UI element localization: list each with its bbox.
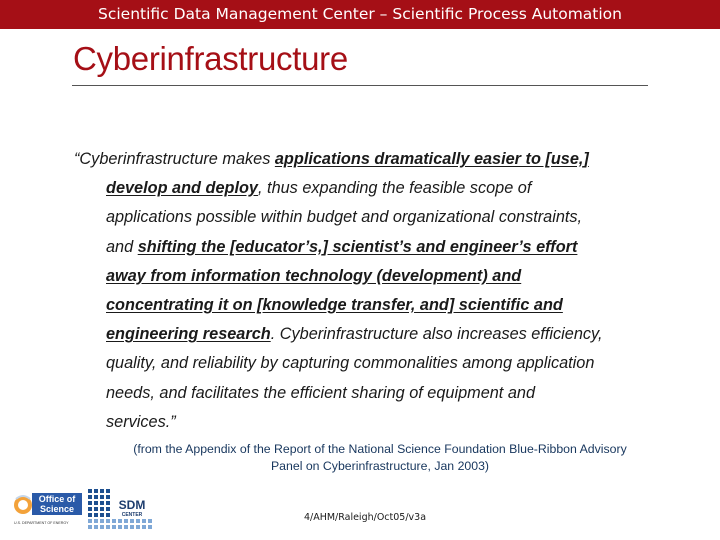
logo-text-line-2: Science xyxy=(39,504,75,514)
logo-text-line-3: U.S. DEPARTMENT OF ENERGY xyxy=(14,521,69,525)
sdm-center-logo xyxy=(88,489,154,531)
sdm-logo-subtext: CENTER xyxy=(121,512,143,518)
logo-text-line-1: Office of xyxy=(38,494,76,504)
header-bar xyxy=(0,0,720,29)
office-of-science-logo xyxy=(12,491,84,527)
quote-line-3: applications possible within budget and organizational constraints, xyxy=(106,208,583,227)
quote-emphasis: engineering research xyxy=(106,325,271,344)
quote-line-10: services.” xyxy=(106,412,176,431)
quote-text: . Cyberinfrastructure also increases efficiency, xyxy=(270,325,603,344)
slide-id: 4/AHM/Raleigh/Oct05/v3a xyxy=(303,512,427,523)
quote-line-2 xyxy=(74,174,684,203)
sdm-logo-text: SDM xyxy=(118,498,146,512)
citation xyxy=(90,441,670,475)
citation-line-1: (from the Appendix of the Report of the National Science Foundation Blue-Ribbon Advisory xyxy=(133,442,627,456)
citation-line-2: Panel on Cyberinfrastructure, Jan 2003) xyxy=(270,459,490,473)
quote-emphasis: shifting the [educator’s,] scientist’s and engineer’s effort xyxy=(137,237,578,256)
quote-line-9: needs, and facilitates the efficient sharing of equipment and xyxy=(106,383,536,402)
quote-block xyxy=(74,145,684,437)
quote-line-6: concentrating it on [knowledge transfer, and] scientific and xyxy=(106,296,563,315)
slide-title: Cyberinfrastructure xyxy=(73,40,348,77)
quote-text: , thus expanding the feasible scope of xyxy=(258,179,532,198)
quote-emphasis: applications dramatically easier to [use,] xyxy=(274,150,589,168)
quote-line-1 xyxy=(74,145,684,174)
quote-line-5: away from information technology (development) and xyxy=(106,266,522,285)
quote-text: and xyxy=(106,237,138,256)
quote-line-7 xyxy=(74,320,684,349)
quote-emphasis: develop and deploy xyxy=(106,179,258,198)
header-bar-text: Scientific Data Management Center – Scientific Process Automation xyxy=(98,5,622,23)
quote-text: “Cyberinfrastructure makes xyxy=(74,150,275,168)
quote-line-8: quality, and reliability by capturing commonalities among application xyxy=(106,354,595,373)
title-divider xyxy=(72,85,648,86)
quote-line-4 xyxy=(74,233,684,262)
